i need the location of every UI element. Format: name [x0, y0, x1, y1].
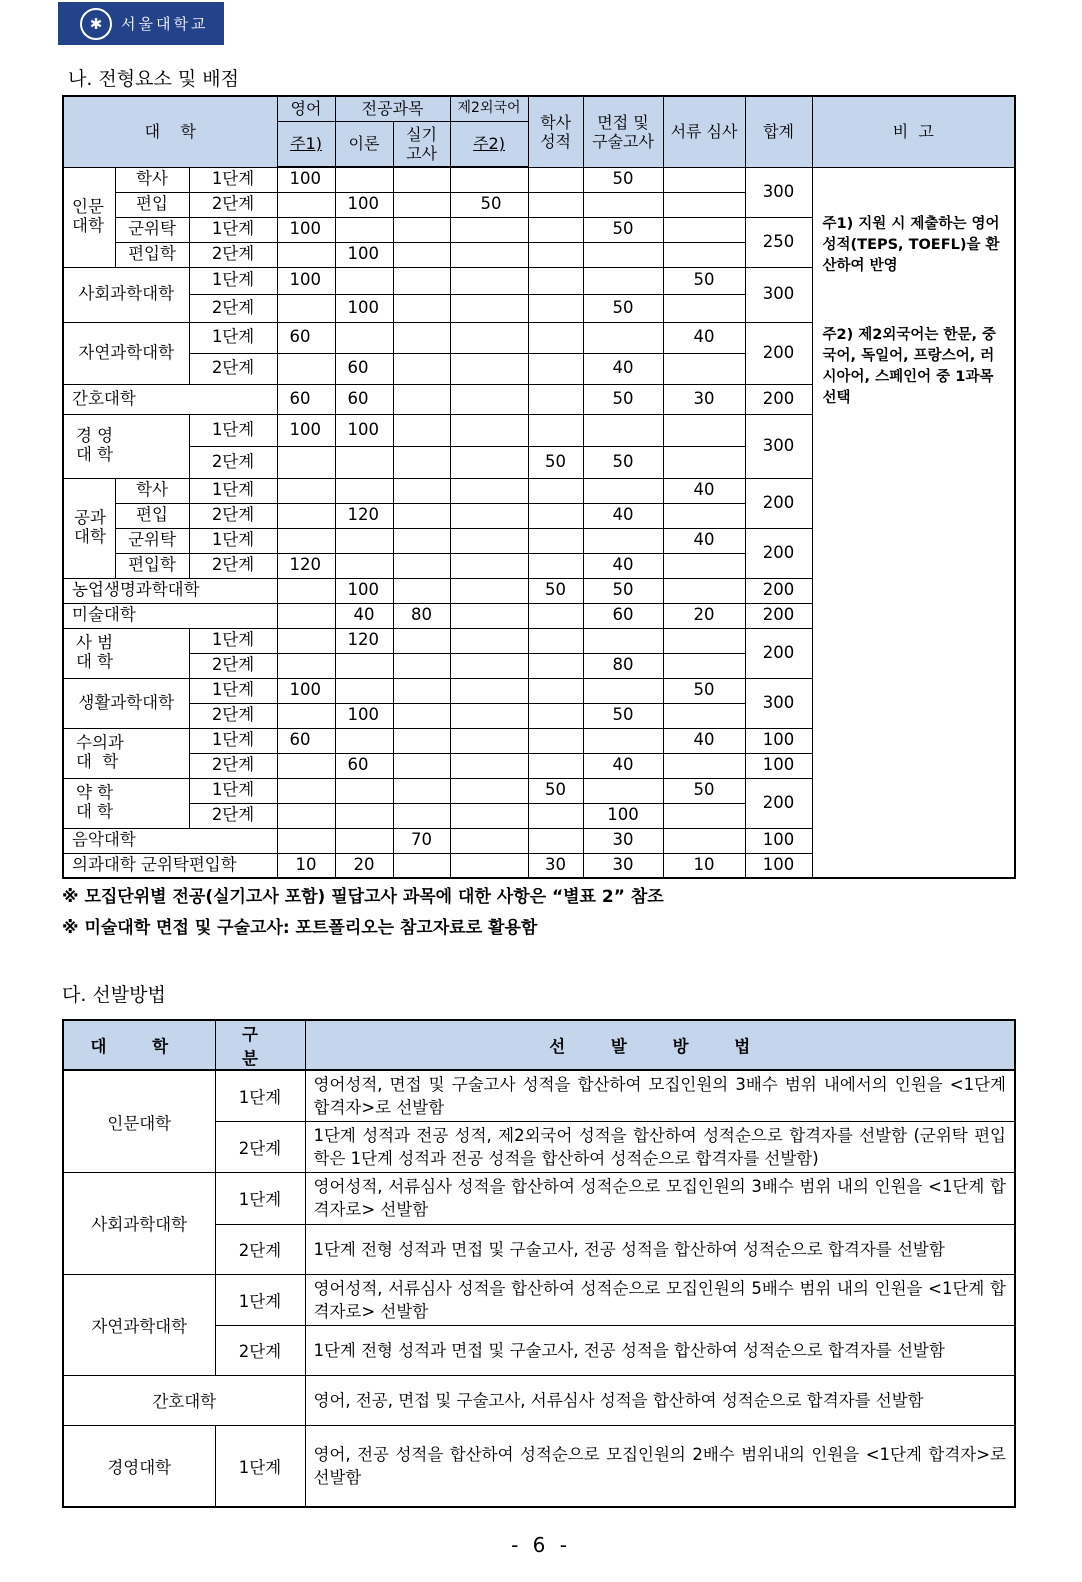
- stage-cell: 1단계: [189, 728, 277, 753]
- header-method: 선 발 방 법: [305, 1020, 1015, 1070]
- stage-cell: 1단계: [189, 322, 277, 353]
- college-cell: 인문 대학: [63, 167, 115, 267]
- stage-cell: 2단계: [189, 503, 277, 528]
- documents-cell: 40: [663, 322, 745, 353]
- table-row: [63, 1274, 1015, 1325]
- interview-cell: 100: [583, 803, 663, 828]
- method-cell: 영어성적, 서류심사 성적을 합산하여 성적순으로 모집인원의 5배수 범위 내의 인원을 <1단계 합격자로> 선발함: [305, 1274, 1015, 1325]
- stage-cell: 2단계: [215, 1122, 305, 1173]
- college-cell: 자연과학대학: [63, 322, 189, 384]
- table-header-row: [63, 96, 1015, 121]
- college-cell: 경 영 대 학: [63, 414, 189, 478]
- method-cell: 1단계 전형 성적과 면접 및 구술고사, 전공 성적을 합산하여 성적순으로 합격자를 선발함: [305, 1325, 1015, 1375]
- interview-cell: 60: [583, 603, 663, 628]
- theory-cell: 100: [335, 242, 393, 267]
- table-header-row: [63, 1020, 1015, 1070]
- theory-cell: 120: [335, 628, 393, 653]
- interview-cell: 50: [583, 703, 663, 728]
- english-cell: 60: [277, 322, 335, 353]
- theory-cell: 20: [335, 853, 393, 878]
- theory-cell: 60: [335, 753, 393, 778]
- interview-cell: 50: [583, 384, 663, 414]
- total-cell: 200: [745, 478, 812, 528]
- method-cell: 영어성적, 면접 및 구술고사 성적을 합산하여 모집인원의 3배수 범위 내에서의 인원을 <1단계 합격자>로 선발함: [305, 1070, 1015, 1122]
- english-cell: 100: [277, 217, 335, 242]
- stage-cell: 2단계: [189, 753, 277, 778]
- total-cell: 100: [745, 853, 812, 878]
- interview-cell: 50: [583, 446, 663, 478]
- english-cell: 60: [277, 384, 335, 414]
- practical-cell: 70: [393, 828, 450, 853]
- method-cell: 영어, 전공, 면접 및 구술고사, 서류심사 성적을 합산하여 성적순으로 합격자를 선발함: [305, 1375, 1015, 1425]
- track-cell: 군위탁: [115, 528, 189, 553]
- stage-cell: 1단계: [215, 1425, 305, 1507]
- college-cell: 사회과학대학: [63, 1173, 215, 1274]
- documents-cell: 40: [663, 528, 745, 553]
- documents-cell: 20: [663, 603, 745, 628]
- theory-cell: 100: [335, 578, 393, 603]
- total-cell: 100: [745, 728, 812, 753]
- english-cell: 100: [277, 267, 335, 294]
- stage-cell: 2단계: [189, 242, 277, 267]
- total-cell: 200: [745, 778, 812, 828]
- gpa-cell: 30: [528, 853, 583, 878]
- header-college: 대 학: [63, 96, 277, 167]
- interview-cell: 50: [583, 294, 663, 322]
- college-cell: 음악대학: [63, 828, 277, 853]
- college-cell: 경영대학: [63, 1425, 215, 1507]
- college-cell: 의과대학 군위탁편입학: [63, 853, 277, 878]
- stage-cell: 1단계: [189, 678, 277, 703]
- total-cell: 300: [745, 167, 812, 217]
- stage-cell: 1단계: [189, 167, 277, 192]
- method-cell: 1단계 전형 성적과 면접 및 구술고사, 전공 성적을 합산하여 성적순으로 합격자를 선발함: [305, 1224, 1015, 1274]
- header-theory: 이론: [335, 121, 393, 167]
- theory-cell: 120: [335, 503, 393, 528]
- gpa-cell: 50: [528, 778, 583, 803]
- header-english: 영어: [277, 96, 335, 121]
- track-cell: 편입학: [115, 553, 189, 578]
- english-cell: 100: [277, 167, 335, 192]
- header-interview: 면접 및 구술고사: [583, 96, 663, 167]
- college-cell: 인문대학: [63, 1070, 215, 1173]
- interview-cell: 40: [583, 753, 663, 778]
- theory-cell: 100: [335, 414, 393, 446]
- section-title-selection: 다. 선발방법: [62, 984, 166, 1006]
- stage-cell: 1단계: [189, 267, 277, 294]
- theory-cell: 60: [335, 353, 393, 384]
- stage-cell: 2단계: [215, 1224, 305, 1274]
- stage-cell: 2단계: [189, 294, 277, 322]
- stage-cell: 1단계: [189, 528, 277, 553]
- english-cell: 120: [277, 553, 335, 578]
- college-cell: 수의과 대 학: [63, 728, 189, 778]
- total-cell: 200: [745, 384, 812, 414]
- college-cell: 공과 대학: [63, 478, 115, 578]
- stage-cell: 1단계: [189, 414, 277, 446]
- stage-cell: 1단계: [215, 1274, 305, 1325]
- section-title-scoring: 나. 전형요소 및 배점: [68, 68, 239, 90]
- total-cell: 200: [745, 578, 812, 603]
- total-cell: 300: [745, 678, 812, 728]
- total-cell: 100: [745, 828, 812, 853]
- header-college: 대 학: [63, 1020, 215, 1070]
- gpa-cell: 50: [528, 446, 583, 478]
- documents-cell: 50: [663, 778, 745, 803]
- stage-cell: 2단계: [189, 803, 277, 828]
- stage-cell: 2단계: [215, 1325, 305, 1375]
- method-cell: 1단계 성적과 전공 성적, 제2외국어 성적을 합산하여 성적순으로 합격자를 선발함 (군위탁 편입학은 1단계 성적과 전공 성적을 합산하여 성적순으로 합격자를 선발함): [305, 1122, 1015, 1173]
- table-row: [63, 1375, 1015, 1425]
- header-documents: 서류 심사: [663, 96, 745, 167]
- documents-cell: 10: [663, 853, 745, 878]
- method-cell: 영어, 전공 성적을 합산하여 성적순으로 모집인원의 2배수 범위내의 인원을 <1단계 합격자>로 선발함: [305, 1425, 1015, 1507]
- documents-cell: 40: [663, 728, 745, 753]
- total-cell: 100: [745, 753, 812, 778]
- total-cell: 300: [745, 414, 812, 478]
- interview-cell: 50: [583, 578, 663, 603]
- track-cell: 학사: [115, 167, 189, 192]
- remarks-cell: [812, 167, 1015, 878]
- university-seal-icon: ✱: [80, 8, 112, 40]
- college-cell: 간호대학: [63, 1375, 305, 1425]
- college-cell: 생활과학대학: [63, 678, 189, 728]
- page-number: - 6 -: [511, 1533, 571, 1557]
- track-cell: 편입: [115, 192, 189, 217]
- college-cell: 사회과학대학: [63, 267, 189, 322]
- college-cell: 농업생명과학대학: [63, 578, 277, 603]
- header-remarks: 비 고: [812, 96, 1015, 167]
- college-cell: 자연과학대학: [63, 1274, 215, 1375]
- documents-cell: 30: [663, 384, 745, 414]
- interview-cell: 50: [583, 167, 663, 192]
- track-cell: 편입학: [115, 242, 189, 267]
- selection-method-table: [62, 1019, 1016, 1508]
- college-cell: 사 범 대 학: [63, 628, 189, 678]
- english-cell: 60: [277, 728, 335, 753]
- interview-cell: 50: [583, 217, 663, 242]
- header-division: 구 분: [215, 1020, 305, 1070]
- english-cell: 100: [277, 414, 335, 446]
- university-name: 서울대학교: [121, 15, 209, 33]
- stage-cell: 2단계: [189, 553, 277, 578]
- stage-cell: 2단계: [189, 653, 277, 678]
- theory-cell: 100: [335, 192, 393, 217]
- stage-cell: 1단계: [189, 217, 277, 242]
- theory-cell: 60: [335, 384, 393, 414]
- header-practical: 실기 고사: [393, 121, 450, 167]
- theory-cell: 40: [335, 603, 393, 628]
- documents-cell: 50: [663, 267, 745, 294]
- header-second-lang: 제2외국어: [450, 96, 528, 121]
- stage-cell: 1단계: [215, 1070, 305, 1122]
- practical-cell: 80: [393, 603, 450, 628]
- university-logo: [58, 2, 224, 45]
- track-cell: 학사: [115, 478, 189, 503]
- interview-cell: 40: [583, 503, 663, 528]
- college-cell: 미술대학: [63, 603, 277, 628]
- stage-cell: 1단계: [189, 778, 277, 803]
- stage-cell: 1단계: [189, 478, 277, 503]
- interview-cell: 40: [583, 553, 663, 578]
- header-gpa: 학사 성적: [528, 96, 583, 167]
- header-english-note: 주1): [277, 121, 335, 167]
- header-total: 합계: [745, 96, 812, 167]
- table-row: [63, 1070, 1015, 1122]
- stage-cell: 1단계: [189, 628, 277, 653]
- scoring-table: [62, 95, 1016, 879]
- english-cell: 100: [277, 678, 335, 703]
- stage-cell: 1단계: [215, 1173, 305, 1224]
- total-cell: 200: [745, 603, 812, 628]
- stage-cell: 2단계: [189, 192, 277, 217]
- total-cell: 250: [745, 217, 812, 267]
- total-cell: 200: [745, 528, 812, 578]
- reference-note: ※ 모집단위별 전공(실기고사 포함) 필답고사 과목에 대한 사항은 “별표 2” 참조: [62, 887, 664, 907]
- total-cell: 300: [745, 267, 812, 322]
- reference-note: ※ 미술대학 면접 및 구술고사: 포트폴리오는 참고자료로 활용함: [62, 918, 538, 938]
- english-cell: 10: [277, 853, 335, 878]
- interview-cell: 40: [583, 353, 663, 384]
- gpa-cell: 50: [528, 578, 583, 603]
- interview-cell: 30: [583, 853, 663, 878]
- total-cell: 200: [745, 628, 812, 678]
- header-second-lang-note: 주2): [450, 121, 528, 167]
- table-row: [63, 1425, 1015, 1507]
- track-cell: 군위탁: [115, 217, 189, 242]
- table-row: [63, 1173, 1015, 1224]
- second-lang-cell: 50: [450, 192, 528, 217]
- documents-cell: 50: [663, 678, 745, 703]
- documents-cell: 40: [663, 478, 745, 503]
- interview-cell: 30: [583, 828, 663, 853]
- remark-note-2: 주2) 제2외국어는 한문, 중국어, 독일어, 프랑스어, 러시아어, 스페인어 중 1과목 선택: [822, 326, 997, 406]
- interview-cell: 80: [583, 653, 663, 678]
- remark-note-1: 주1) 지원 시 제출하는 영어성적(TEPS, TOEFL)을 환산하여 반영: [822, 215, 1000, 274]
- college-cell: 간호대학: [63, 384, 277, 414]
- total-cell: 200: [745, 322, 812, 384]
- track-cell: 편입: [115, 503, 189, 528]
- header-major: 전공과목: [335, 96, 450, 121]
- stage-cell: 2단계: [189, 446, 277, 478]
- college-cell: 약 학 대 학: [63, 778, 189, 828]
- method-cell: 영어성적, 서류심사 성적을 합산하여 성적순으로 모집인원의 3배수 범위 내의 인원을 <1단계 합격자로> 선발함: [305, 1173, 1015, 1224]
- table-row: [63, 167, 1015, 192]
- stage-cell: 2단계: [189, 703, 277, 728]
- stage-cell: 2단계: [189, 353, 277, 384]
- theory-cell: 100: [335, 703, 393, 728]
- theory-cell: 100: [335, 294, 393, 322]
